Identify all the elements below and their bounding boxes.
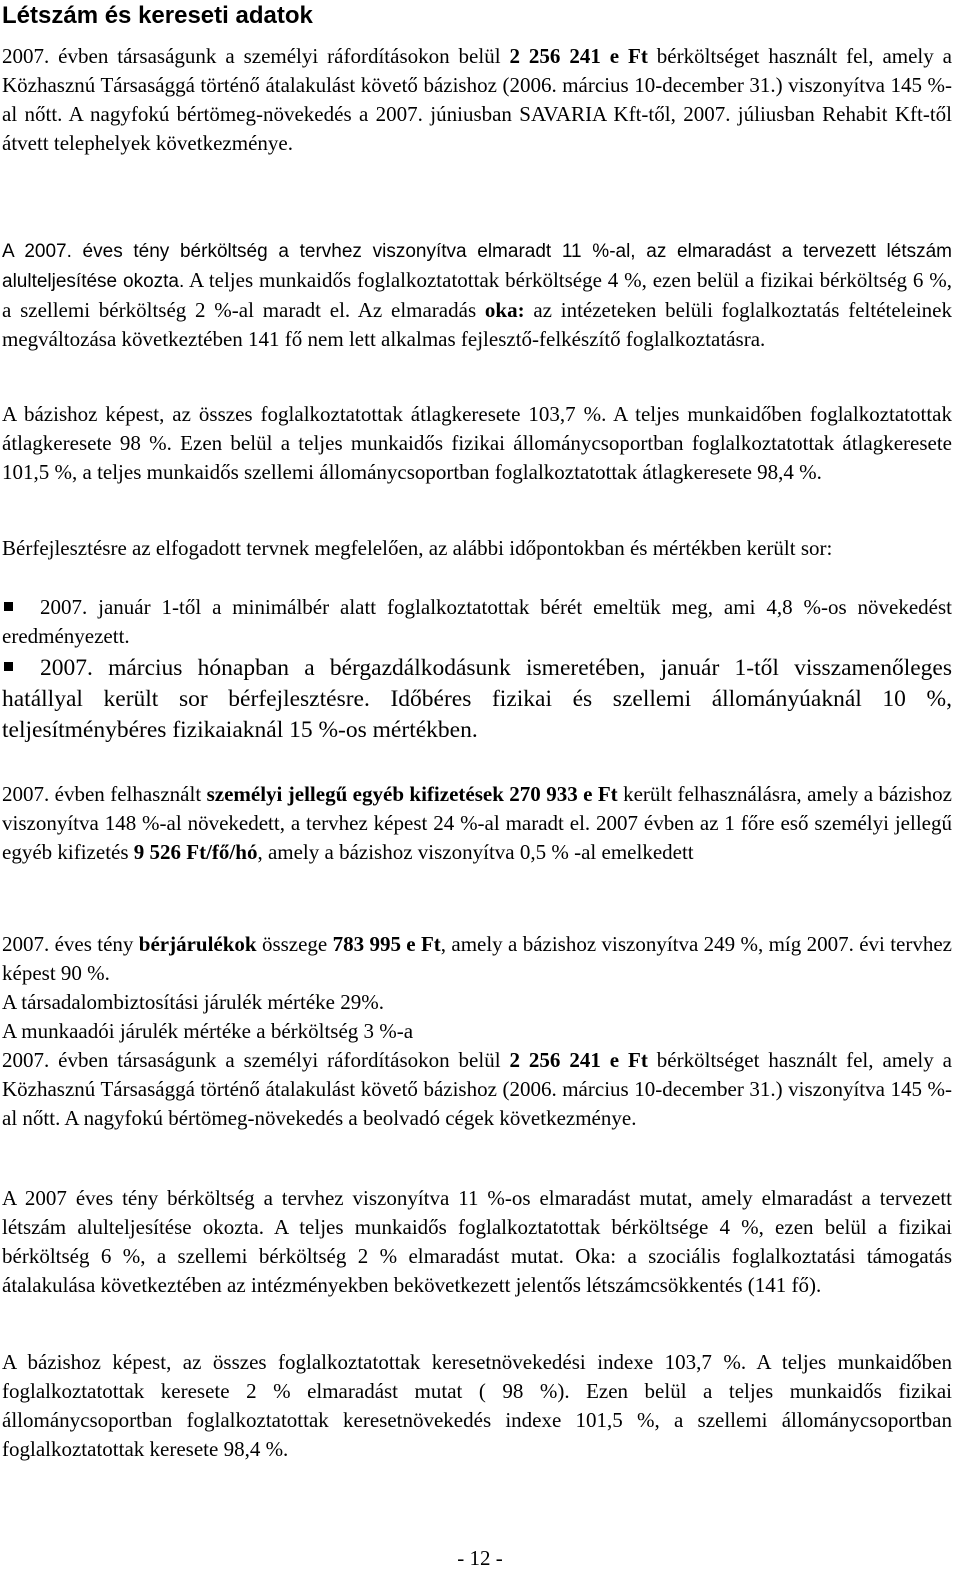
text-run: az intézeteken belüli foglalkoztatás feltételeinek megváltozása következtében 141 fő nem lett alkalmas fejlesztő-felkészítő foglalkoztatásra. bbox=[2, 298, 952, 351]
highlight-term: bérjárulékok bbox=[138, 932, 257, 956]
paragraph-earnings-index: A bázishoz képest, az összes foglalkoztatottak keresetnövekedési indexe 103,7 %. A teljes munkaidőben foglalkoztatottak keresete 2 % elmaradást mutat ( 98 %). Ezen belül a teljes munkaidős fizikai állománycsoportban foglalkoztatottak keresetnövekedés indexe 101,5 %, a szellemi állománycsoportban foglalkoztatottak keresete 98,4 %. bbox=[2, 1350, 952, 1461]
page-number: - 12 - bbox=[457, 1546, 503, 1570]
paragraph-other-payments bbox=[2, 780, 952, 867]
paragraph-deviation-repeat: A 2007 éves tény bérköltség a tervhez viszonyítva 11 %-os elmaradást mutat, amely elmaradást a tervezett létszám alulteljesítése okozta. A teljes munkaidős foglalkoztatottak bérköltsége 4 %, ezen belül a fizikai bérköltség 6 %, a szellemi bérköltség 2 % elmaradást mutat. Oka: a szociális foglalkoztatási támogatás átalakulása következtében az intézményekben bekövetkezett jelentős létszámcsökkentés (141 fő). bbox=[2, 1186, 952, 1297]
highlight-amount: személyi jellegű egyéb kifizetések 270 933 e Ft bbox=[206, 782, 618, 806]
text-run: 2007. évben felhasznált bbox=[2, 782, 207, 806]
list-item-wage-increase: 2007. március hónapban a bérgazdálkodásunk ismeretében, január 1-től visszamenőleges hatállyal került sor bérfejlesztésre. Időbéres fizikai és szellemi állományúaknál 10 %, teljesítménybéres fizikaiaknál 15 %-os mértékben. bbox=[2, 655, 952, 743]
paragraph-social-security-rate: A társadalombiztosítási járulék mértéke 29%. bbox=[2, 990, 384, 1014]
text-run: került felhasználásra, amely a bázishoz viszonyítva 148 %-al növekedett, a tervhez képest 24 %-al maradt el. 2007 évben az 1 főre eső személyi jellegű egyéb kifizetés bbox=[2, 782, 952, 864]
highlight-reason: oka: bbox=[484, 298, 525, 322]
paragraph-wage-development: Bérfejlesztésre az elfogadott tervnek megfelelően, az alábbi időpontokban és mértékben került sor: bbox=[2, 536, 833, 560]
text-run: A 2007. éves tény bérköltség a tervhez viszonyítva elmaradt 11 %-al, az elmaradást a tervezett létszám alulteljesítése okozta. bbox=[2, 241, 952, 292]
highlight-amount: 9 526 Ft/fő/hó bbox=[133, 840, 258, 864]
paragraph-wage-cost-intro bbox=[2, 42, 952, 158]
list-item-minimum-wage: 2007. január 1-től a minimálbér alatt foglalkoztatottak bérét emeltük meg, ami 4,8 %-os növekedést eredményezett. bbox=[2, 595, 952, 648]
text-run: , amely a bázishoz viszonyítva 0,5 % -al emelkedett bbox=[257, 840, 694, 864]
highlight-amount: 783 995 e Ft bbox=[332, 932, 441, 956]
highlight-amount: 2 256 241 e Ft bbox=[509, 1048, 648, 1072]
paragraph-wage-cost-repeat bbox=[2, 1046, 952, 1133]
text-run: , amely a bázishoz viszonyítva 249 %, míg 2007. évi tervhez képest 90 %. bbox=[2, 932, 952, 985]
text-run: 2007. évben társaságunk a személyi ráfordításokon belül bbox=[2, 1048, 510, 1072]
section-title: Létszám és kereseti adatok bbox=[2, 2, 313, 29]
paragraph-employer-contribution: A munkaadói járulék mértéke a bérköltség 3 %-a bbox=[2, 1019, 414, 1043]
paragraph-average-earnings: A bázishoz képest, az összes foglalkoztatottak átlagkeresete 103,7 %. A teljes munkaidőben foglalkoztatottak átlagkeresete 98 %. Ezen belül a teljes munkaidős fizikai állománycsoportban foglalkoztatottak átlagkeresete 101,5 %, a teljes munkaidős szellemi állománycsoportban foglalkoztatottak átlagkeresete 98,4 %. bbox=[2, 402, 952, 484]
text-run: 2007. évben társaságunk a személyi ráfordításokon belül bbox=[2, 44, 510, 68]
text-run: 2007. éves tény bbox=[2, 932, 139, 956]
highlight-amount: 2 256 241 e Ft bbox=[509, 44, 648, 68]
text-run: összege bbox=[256, 932, 333, 956]
text-run: bérköltséget használt fel, amely a Közhasznú Társasággá történő átalakulást követő bázishoz (2006. március 10-december 31.) viszonyítva 145 %-al nőtt. A nagyfokú bértömeg-növekedés a 2007. júniusban SAVARIA Kft-től, 2007. júliusban Rehabit Kft-től átvett telephelyek következménye. bbox=[2, 44, 953, 155]
paragraph-contributions bbox=[2, 930, 952, 988]
paragraph-wage-cost-deviation bbox=[2, 236, 952, 354]
text-run: A teljes munkaidős foglalkoztatottak bérköltsége 4 %, ezen belül a fizikai bérköltség 6 %, a szellemi bérköltség 2 %-al maradt el. Az elmaradás bbox=[2, 268, 952, 322]
text-run: bérköltséget használt fel, amely a Közhasznú Társasággá történő átalakulást követő bázishoz (2006. március 10-december 31.) viszonyítva 145 %-al nőtt. A nagyfokú bértömeg-növekedés a beolvadó cégek következménye. bbox=[2, 1048, 953, 1130]
